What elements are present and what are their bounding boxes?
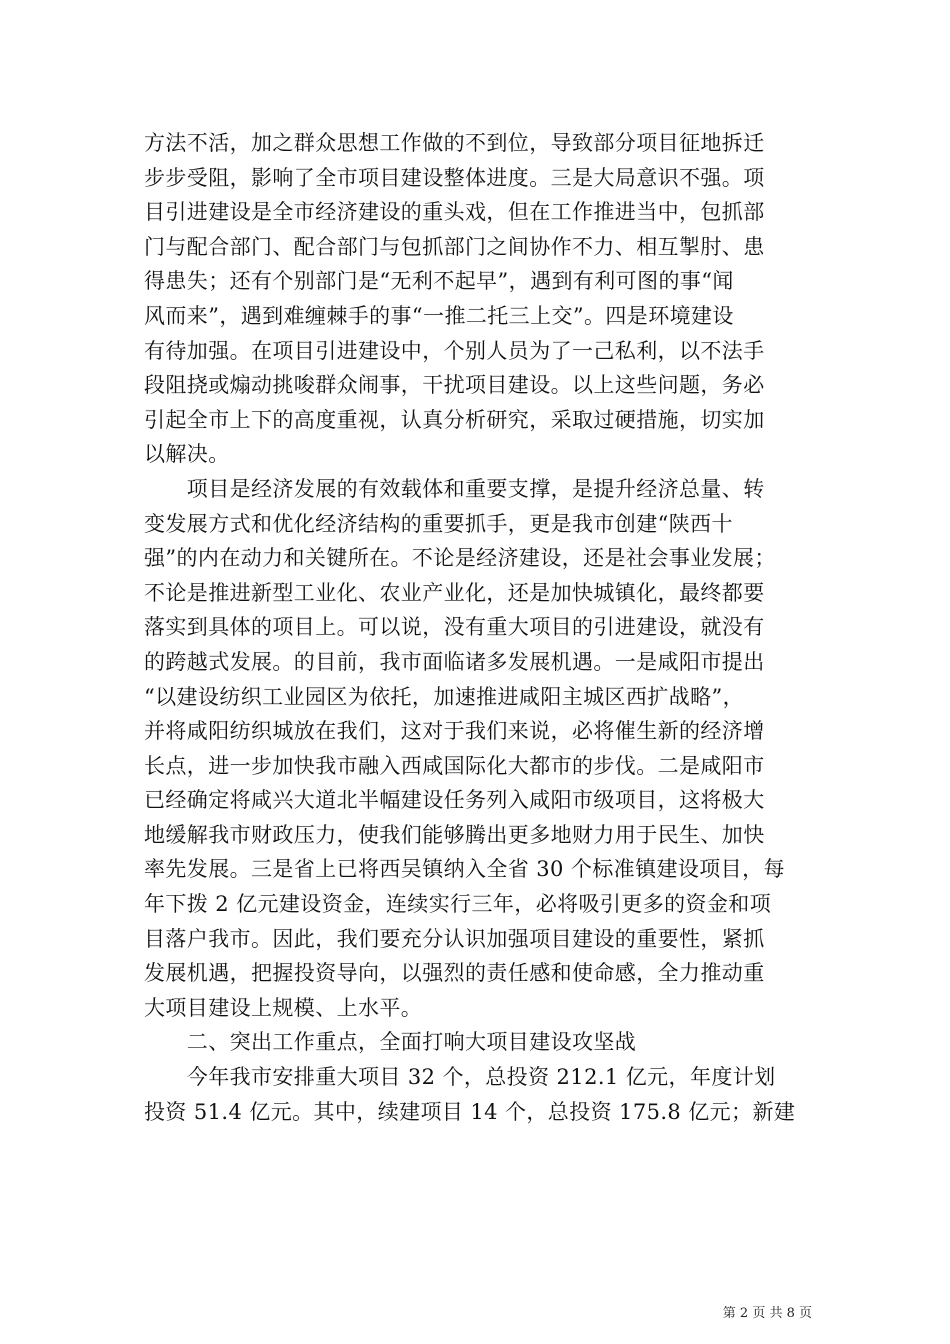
text-line: 有待加强。在项目引进建设中，个别人员为了一己私利，以不法手 [144, 338, 765, 363]
text-line: 今年我市安排重大项目 32 个，总投资 212.1 亿元，年度计划 [144, 1065, 776, 1090]
text-line: 变发展方式和优化经济结构的重要抓手，更是我市创建“陕西十 [144, 511, 733, 536]
body-text [144, 126, 808, 1129]
text-line: 已经确定将咸兴大道北半幅建设任务列入咸阳市级项目，这将极大 [144, 788, 765, 813]
text-line: 投资 51.4 亿元。其中，续建项目 14 个，总投资 175.8 亿元；新建 [144, 1099, 796, 1124]
text-line: 段阻挠或煽动挑唆群众闹事，干扰项目建设。以上这些问题，务必 [144, 373, 765, 398]
text-line: 地缓解我市财政压力，使我们能够腾出更多地财力用于民生、加快 [144, 822, 765, 847]
text-line: 门与配合部门、配合部门与包抓部门之间协作不力、相互掣肘、患 [144, 234, 765, 259]
text-line: 项目是经济发展的有效载体和重要支撑，是提升经济总量、转 [144, 476, 765, 501]
text-line: 风而来”，遇到难缠棘手的事“一推二托三上交”。四是环境建设 [144, 303, 734, 328]
text-line: 以解决。 [144, 442, 230, 467]
text-line: 不论是推进新型工业化、农业产业化，还是加快城镇化，最终都要 [144, 580, 765, 605]
text-line: 落实到具体的项目上。可以说，没有重大项目的引进建设，就没有 [144, 615, 765, 640]
text-line: 步步受阻，影响了全市项目建设整体进度。三是大局意识不强。项 [144, 165, 765, 190]
text-line: 发展机遇，把握投资导向，以强烈的责任感和使命感，全力推动重 [144, 961, 765, 986]
section-heading: 二、突出工作重点，全面打响大项目建设攻坚战 [144, 1030, 637, 1055]
text-line: 目落户我市。因此，我们要充分认识加强项目建设的重要性，紧抓 [144, 926, 765, 951]
text-line: 率先发展。三是省上已将西吴镇纳入全省 30 个标准镇建设项目，每 [144, 857, 785, 882]
text-line: 年下拨 2 亿元建设资金，连续实行三年，必将吸引更多的资金和项 [144, 892, 772, 917]
text-line: 方法不活，加之群众思想工作做的不到位，导致部分项目征地拆迁 [144, 131, 765, 155]
text-line: “以建设纺织工业园区为依托，加速推进咸阳主城区西扩战略”， [144, 684, 745, 709]
text-line: 大项目建设上规模、上水平。 [144, 995, 423, 1020]
text-line: 的跨越式发展。的目前，我市面临诸多发展机遇。一是咸阳市提出 [144, 649, 765, 674]
text-line: 引起全市上下的高度重视，认真分析研究，采取过硬措施，切实加 [144, 407, 765, 432]
page-number-footer: 第 2 页 共 8 页 [722, 1306, 812, 1321]
text-line: 得患失；还有个别部门是“无利不起早”，遇到有利可图的事“闻 [144, 269, 734, 294]
text-line: 强”的内在动力和关键所在。不论是经济建设，还是社会事业发展； [144, 546, 776, 571]
text-line: 目引进建设是全市经济建设的重头戏，但在工作推进当中，包抓部 [144, 200, 765, 225]
text-line: 并将咸阳纺织城放在我们，这对于我们来说，必将催生新的经济增 [144, 719, 765, 744]
text-line: 长点，进一步加快我市融入西咸国际化大都市的步伐。二是咸阳市 [144, 753, 765, 778]
